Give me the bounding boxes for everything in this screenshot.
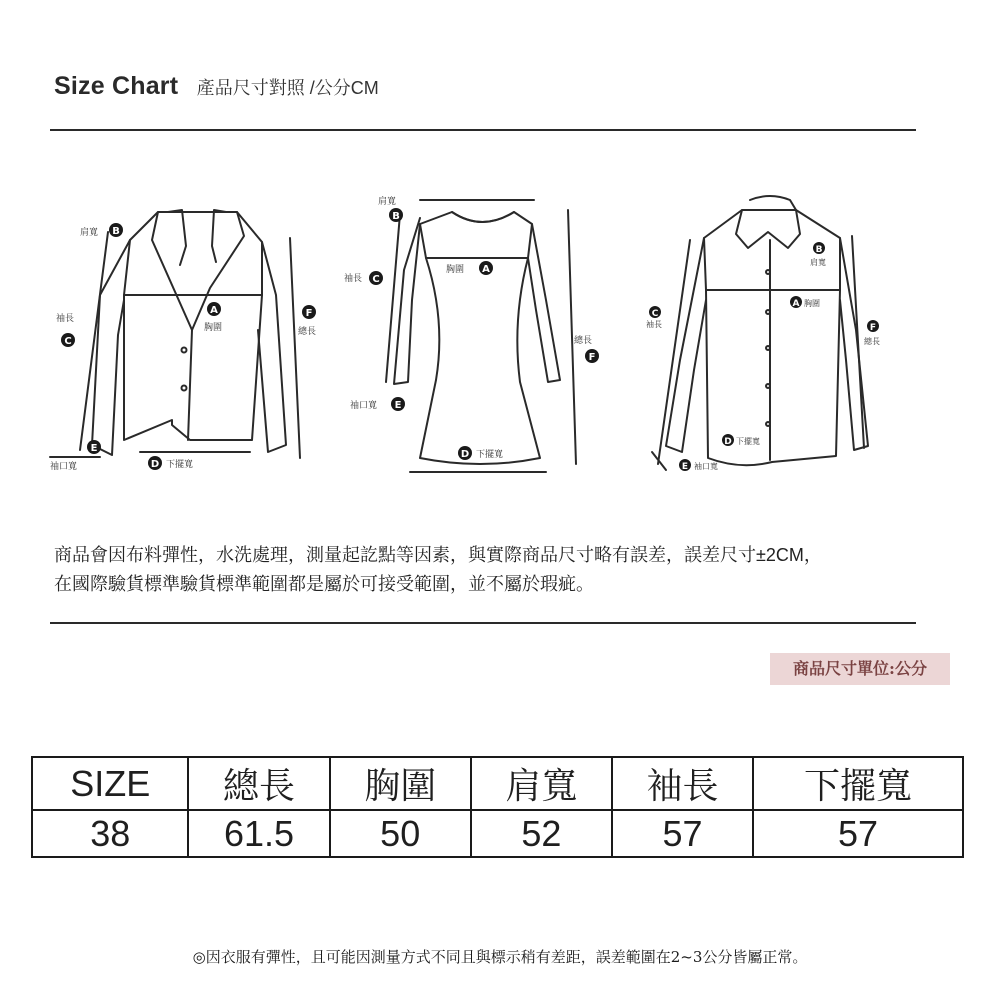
dress-label-hem: 下擺寬 bbox=[476, 450, 504, 460]
dress-label-shoulder: 肩寬 bbox=[378, 197, 397, 207]
shirt-diagram bbox=[652, 196, 868, 470]
jacket-button bbox=[182, 386, 187, 391]
jacket-measure-length bbox=[290, 238, 300, 458]
cell-size: 38 bbox=[32, 810, 188, 857]
shirt-measure-length bbox=[852, 236, 864, 448]
marker-letter: B bbox=[392, 211, 400, 222]
dress-diagram bbox=[386, 200, 576, 472]
jacket-label-sleeve: 袖長 bbox=[56, 314, 75, 324]
marker-letter: F bbox=[588, 352, 596, 363]
shirt-label-chest: 胸圍 bbox=[804, 299, 820, 308]
marker-letter: D bbox=[460, 449, 470, 460]
page-title: Size Chart bbox=[54, 72, 179, 100]
dress-label-sleeve: 袖長 bbox=[344, 274, 363, 284]
jacket-label-chest: 胸圍 bbox=[204, 323, 223, 333]
marker-letter: C bbox=[64, 336, 72, 347]
measurement-notice bbox=[54, 541, 822, 599]
divider-bottom bbox=[50, 622, 916, 624]
marker-letter: E bbox=[394, 400, 402, 411]
marker-letter: E bbox=[681, 462, 689, 472]
cell-length: 61.5 bbox=[188, 810, 329, 857]
dress-markers bbox=[369, 208, 599, 460]
jacket-inner-collar-right bbox=[212, 210, 226, 262]
unit-badge: 商品尺寸單位:公分 bbox=[770, 653, 950, 685]
marker-letter: A bbox=[792, 299, 800, 309]
jacket-label-length: 總長 bbox=[298, 327, 317, 337]
notice-line: 在國際驗貨標準驗貨標準範圍都是屬於可接受範圍，並不屬於瑕疵。 bbox=[54, 574, 594, 594]
shirt-label-shoulder: 肩寬 bbox=[810, 258, 826, 267]
jacket-diagram bbox=[50, 210, 300, 458]
jacket-label-shoulder: 肩寬 bbox=[80, 228, 99, 238]
shirt-button bbox=[766, 310, 770, 314]
footnote: ◎因衣服有彈性，且可能因測量方式不同且與標示稍有差距，誤差範圍在2~3公分皆屬正常。 bbox=[192, 948, 808, 966]
shirt-button bbox=[766, 422, 770, 426]
table-row bbox=[32, 810, 963, 857]
marker-letter: F bbox=[869, 323, 877, 333]
dress-measure-sleeve bbox=[386, 214, 400, 382]
table-header-row bbox=[32, 757, 963, 810]
dress-label-chest: 胸圍 bbox=[446, 265, 465, 275]
marker-letter: E bbox=[90, 443, 98, 454]
shirt-label-hem: 下擺寬 bbox=[736, 437, 760, 446]
cell-shoulder: 52 bbox=[471, 810, 612, 857]
jacket-button bbox=[182, 348, 187, 353]
page-subtitle: 產品尺寸對照 /公分CM bbox=[196, 78, 379, 98]
cell-sleeve: 57 bbox=[612, 810, 753, 857]
size-table bbox=[31, 756, 964, 858]
header-hem: 下擺寬 bbox=[753, 757, 963, 810]
dress-neckline bbox=[452, 212, 514, 222]
marker-letter: D bbox=[150, 459, 160, 470]
header-length: 總長 bbox=[188, 757, 329, 810]
marker-letter: C bbox=[651, 309, 659, 319]
header-sleeve: 袖長 bbox=[612, 757, 753, 810]
jacket-label-hem: 下擺寬 bbox=[166, 460, 194, 470]
marker-letter: A bbox=[210, 305, 218, 316]
shirt-button bbox=[766, 270, 770, 274]
dress-label-cuff: 袖口寬 bbox=[350, 401, 378, 411]
cell-hem: 57 bbox=[753, 810, 963, 857]
shirt-button bbox=[766, 384, 770, 388]
marker-letter: A bbox=[482, 264, 490, 275]
shirt-collar-band bbox=[750, 196, 796, 210]
marker-letter: D bbox=[724, 437, 732, 447]
shirt-label-length: 總長 bbox=[864, 337, 880, 346]
jacket-label-cuff: 袖口寬 bbox=[50, 462, 78, 472]
header-size: SIZE bbox=[32, 757, 188, 810]
marker-letter: F bbox=[305, 308, 313, 319]
shirt-collar bbox=[736, 210, 800, 248]
shirt-label-sleeve: 袖長 bbox=[646, 320, 662, 329]
dress-right-sleeve bbox=[528, 224, 560, 382]
dress-outline bbox=[420, 212, 540, 464]
marker-letter: B bbox=[112, 226, 120, 237]
dress-label-length: 總長 bbox=[574, 336, 593, 346]
cell-chest: 50 bbox=[330, 810, 471, 857]
shirt-label-cuff: 袖口寬 bbox=[694, 462, 718, 471]
notice-line: 商品會因布料彈性，水洗處理，測量起訖點等因素，與實際商品尺寸略有誤差，誤差尺寸±2CM， bbox=[54, 545, 822, 565]
jacket-inner-collar bbox=[168, 210, 186, 265]
header-chest: 胸圍 bbox=[330, 757, 471, 810]
marker-letter: B bbox=[815, 245, 823, 255]
header-shoulder: 肩寬 bbox=[471, 757, 612, 810]
marker-letter: C bbox=[372, 274, 380, 285]
shirt-button bbox=[766, 346, 770, 350]
